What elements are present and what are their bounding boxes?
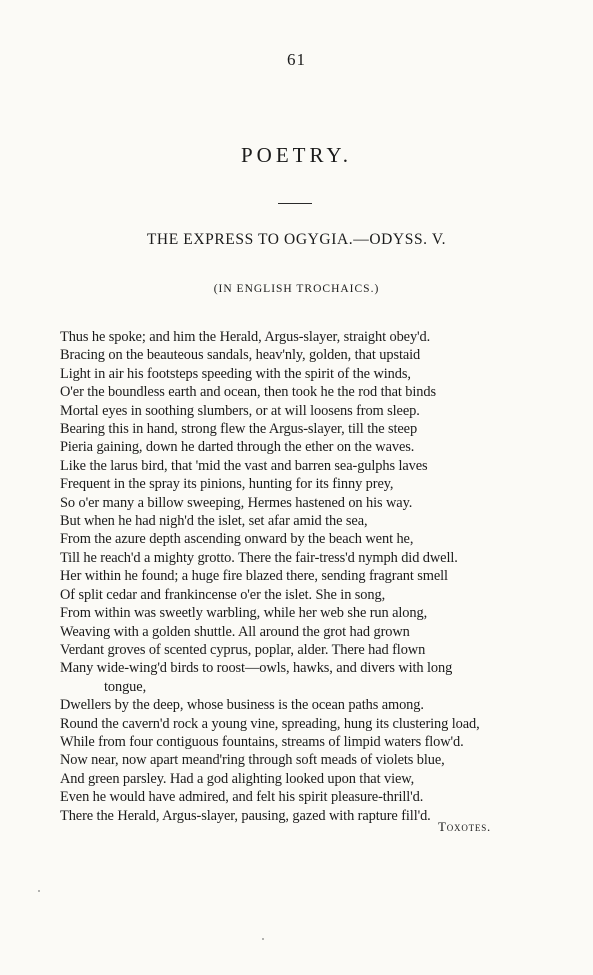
poem-line: Like the larus bird, that 'mid the vast and barren sea-gulphs laves <box>60 457 428 474</box>
poem-line: Verdant groves of scented cyprus, poplar, alder. There had flown <box>60 641 426 658</box>
page-number: 61 <box>287 50 306 69</box>
poem-line: From within was sweetly warbling, while her web she run along, <box>60 605 428 622</box>
poem-line-continuation: tongue, <box>104 678 147 695</box>
section-title: POETRY. <box>240 143 353 167</box>
poem-line: Mortal eyes in soothing slumbers, or at will loosens from sleep. <box>60 402 420 419</box>
poem-line: Even he would have admired, and felt his spirit pleasure-thrill'd. <box>60 789 424 806</box>
poem-line: From the azure depth ascending onward by the beach went he, <box>60 531 414 548</box>
poem-line: O'er the boundless earth and ocean, then took he the rod that binds <box>60 384 436 401</box>
poem-line: And green parsley. Had a god alighting looked upon that view, <box>60 770 415 787</box>
poem-line: But when he had nigh'd the islet, set afar amid the sea, <box>60 513 368 530</box>
poem-line: Till he reach'd a mighty grotto. There the fair-tress'd nymph did dwell. <box>60 549 458 566</box>
title-divider <box>278 203 312 204</box>
poem-line: Light in air his footsteps speeding with the spirit of the winds, <box>60 365 411 382</box>
poem-line: Weaving with a golden shuttle. All around the grot had grown <box>60 623 410 640</box>
poem-line: Of split cedar and frankincense o'er the islet. She in song, <box>60 586 386 603</box>
poem-line: There the Herald, Argus-slayer, pausing, gazed with rapture fill'd. <box>60 807 431 824</box>
poem-line: Bracing on the beauteous sandals, heav'nly, golden, that upstaid <box>60 347 421 364</box>
poem-body <box>60 328 520 825</box>
paper-speck <box>262 938 264 940</box>
poem-line: While from four contiguous fountains, streams of limpid waters flow'd. <box>60 733 464 750</box>
poem-line: Pieria gaining, down he darted through the ether on the waves. <box>60 439 415 456</box>
poem-line: So o'er many a billow sweeping, Hermes hastened on his way. <box>60 494 413 511</box>
poem-title: THE EXPRESS TO OGYGIA.—ODYSS. V. <box>146 231 447 248</box>
poem-line: Frequent in the spray its pinions, hunting for its finny prey, <box>60 476 394 493</box>
poem-line: Round the cavern'd rock a young vine, spreading, hung its clustering load, <box>60 715 480 732</box>
poem-line: Now near, now apart meand'ring through soft meads of violets blue, <box>60 752 445 769</box>
poem-line: Dwellers by the deep, whose business is the ocean paths among. <box>60 697 424 714</box>
poem-line: Thus he spoke; and him the Herald, Argus-slayer, straight obey'd. <box>60 329 431 345</box>
author-signature: Toxotes. <box>438 819 492 834</box>
poem-line: Bearing this in hand, strong flew the Argus-slayer, till the steep <box>60 421 418 438</box>
poem-subtitle: (IN ENGLISH TROCHAICS.) <box>213 283 380 295</box>
poem-line: Her within he found; a huge fire blazed there, sending fragrant smell <box>60 568 448 585</box>
paper-speck <box>38 890 40 892</box>
poem-line: Many wide-wing'd birds to roost—owls, hawks, and divers with long <box>60 660 453 677</box>
